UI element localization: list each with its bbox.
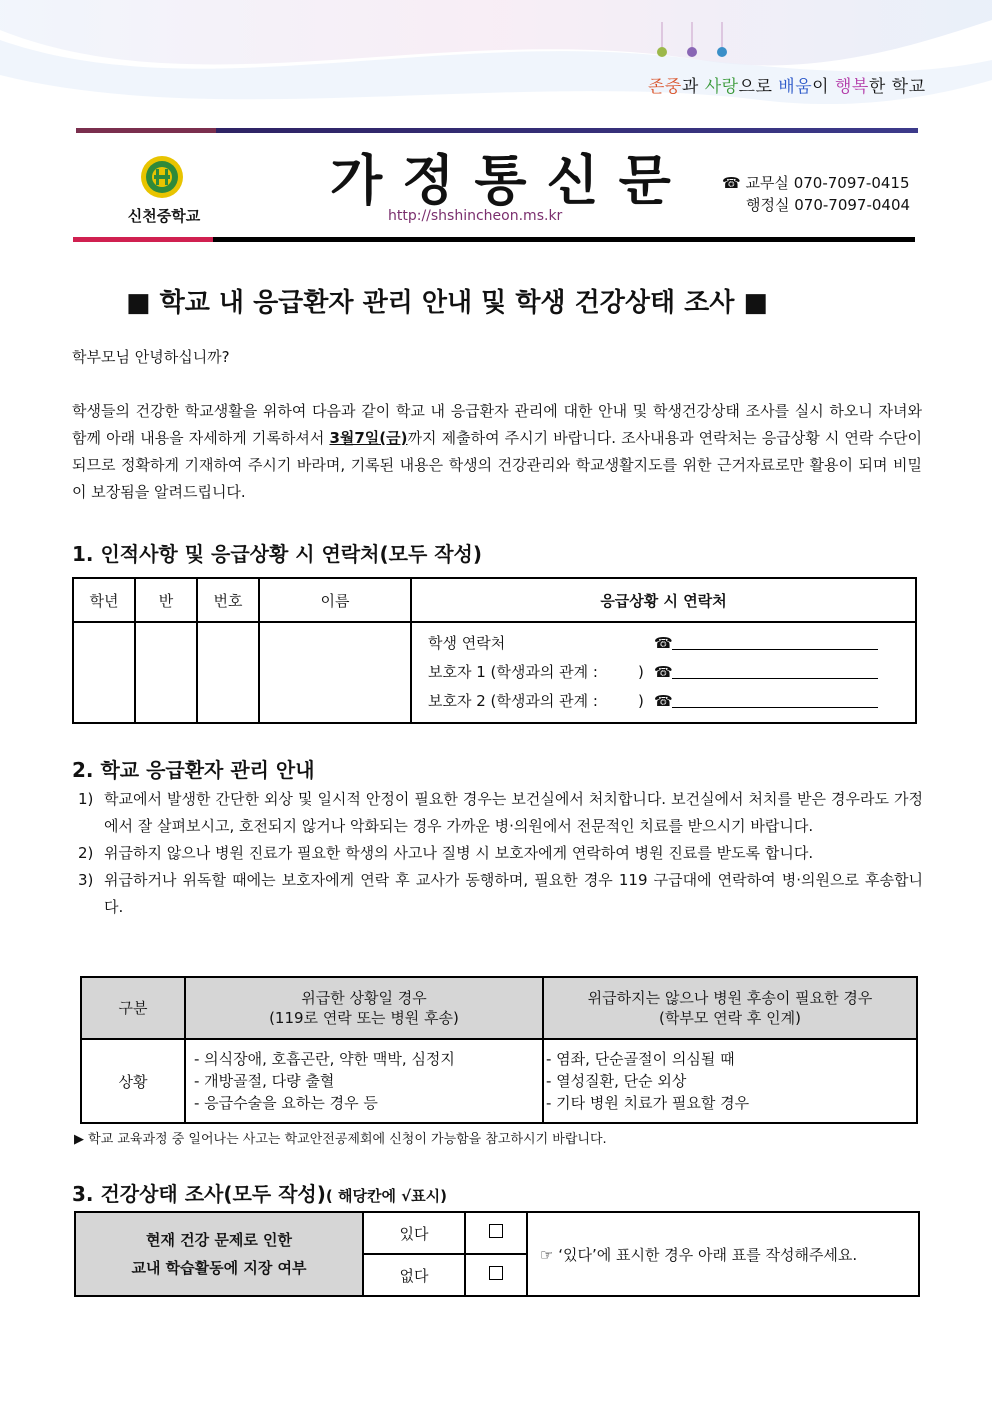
school-name: 신천중학교 (127, 207, 201, 225)
header-urgent-line2: (119로 연락 또는 병원 후송) (269, 1009, 459, 1027)
decorative-dots (650, 22, 740, 62)
survey-question-line1: 현재 건강 문제로 인한 (145, 1231, 293, 1249)
phone-input-line[interactable] (672, 649, 878, 650)
section1-title: 1. 인적사항 및 응급상황 시 연락처(모두 작성) (72, 542, 483, 566)
motto-part: 으로 (738, 77, 779, 97)
contact-paren: ) (638, 663, 644, 681)
contact-label: 학생 연락처 (428, 634, 506, 652)
document-title: ■ 학교 내 응급환자 관리 안내 및 학생 건강상태 조사 ■ (126, 288, 768, 318)
greeting: 학부모님 안녕하십니까? (72, 348, 230, 366)
list-item-text: 위급하거나 위독할 때에는 보호자에게 연락 후 교사가 동행하며, 필요한 경우 119 구급대에 연락하여 병·의원으로 후송합니다. (104, 871, 923, 916)
urgent-item: - 개방골절, 다량 출혈 (194, 1072, 335, 1090)
nonurgent-situations (543, 1039, 917, 1123)
grade-field[interactable] (73, 622, 135, 723)
section2-title: 2. 학교 응급환자 관리 안내 (72, 758, 315, 782)
section3-title-text: 3. 건강상태 조사(모두 작성) (72, 1182, 326, 1206)
contact-paren: ) (638, 692, 644, 710)
contact-phones (722, 172, 910, 216)
phone-icon: ☎ (654, 692, 673, 710)
survey-question (75, 1212, 363, 1296)
option-yes-cell (465, 1212, 527, 1254)
option-no-checkbox[interactable] (489, 1266, 503, 1280)
school-motto (648, 72, 926, 97)
header-grade: 학년 (73, 578, 135, 622)
page-title: 가정통신문 (330, 148, 691, 212)
list-item-number: 1) (78, 790, 94, 808)
urgent-situations (185, 1039, 543, 1123)
list-item (78, 840, 923, 867)
class-field[interactable] (135, 622, 197, 723)
survey-question-line2: 교내 학습활동에 지장 여부 (131, 1259, 307, 1277)
list-item (78, 867, 923, 921)
nonurgent-item: - 기타 병원 치료가 필요할 경우 (546, 1094, 750, 1112)
phone-office: ☎ 교무실 070-7097-0415 (722, 174, 910, 192)
header-swoosh-decoration (0, 0, 992, 130)
header-class: 반 (135, 578, 197, 622)
number-field[interactable] (197, 622, 259, 723)
option-no-label: 없다 (363, 1254, 465, 1296)
nonurgent-item: - 염좌, 단순골절이 의심될 때 (546, 1050, 735, 1068)
intro-text: 학생들의 건강한 학교생활을 위하여 다음과 같이 학교 내 응급환자 관리에 대한 안내 및 학생건강상태 조사를 실시 하오니 자녀와 함께 아래 내용을 자세하게 기록하셔서 (72, 402, 922, 447)
contact-row-guardian1[interactable] (428, 658, 915, 687)
name-field[interactable] (259, 622, 411, 723)
list-item-number: 2) (78, 844, 94, 862)
contact-label: 보호자 1 (학생과의 관계 : (428, 663, 598, 681)
header-category: 구분 (81, 977, 185, 1039)
contact-row-student[interactable] (428, 629, 915, 658)
section3-title (72, 1178, 447, 1207)
row-label-situation: 상황 (81, 1039, 185, 1123)
list-item-text: 학교에서 발생한 간단한 외상 및 일시적 안정이 필요한 경우는 보건실에서 처치합니다. 보건실에서 처치를 받은 경우라도 가정에서 잘 살펴보시고, 호전되지 않거나 악화되는 경우 가까운 병·의원에서 전문적인 치료를 받으시기 바랍니다. (104, 790, 923, 835)
header-nonurgent-line1: 위급하지는 않으나 병원 후송이 필요한 경우 (587, 989, 873, 1007)
school-url-link[interactable]: http://shshincheon.ms.kr (388, 208, 563, 224)
motto-part: 존중 (648, 77, 682, 97)
contact-table (72, 577, 917, 724)
option-no-cell (465, 1254, 527, 1296)
phone-icon: ☎ (654, 634, 673, 652)
contact-row-guardian2[interactable] (428, 687, 915, 716)
motto-part: 과 (681, 77, 705, 97)
motto-part: 사랑 (704, 77, 739, 97)
motto-part: 이 (812, 77, 835, 97)
motto-part: 행복 (834, 77, 869, 97)
header-top-rule (76, 128, 918, 133)
phone-input-line[interactable] (672, 707, 878, 708)
survey-remark: ☞ ‘있다’에 표시한 경우 아래 표를 작성해주세요. (527, 1212, 919, 1296)
motto-part: 한 학교 (868, 77, 926, 97)
urgent-item: - 응급수술을 요하는 경우 등 (194, 1094, 378, 1112)
emergency-situation-table (80, 976, 918, 1124)
intro-paragraph (72, 398, 922, 506)
health-survey-table (74, 1211, 920, 1297)
header-number: 번호 (197, 578, 259, 622)
header-name: 이름 (259, 578, 411, 622)
section3-title-suffix: ( 해당칸에 √표시) (325, 1187, 447, 1205)
header-emergency-contact: 응급상황 시 연락처 (411, 578, 916, 622)
guidance-list (78, 786, 923, 921)
intro-text-rest: 까지 제출하여 주시기 바랍니다. 조사내용과 연락처는 응급상황 시 연락 수단이 되므로 정확하게 기재하여 주시기 바라며, 기록된 내용은 학생의 건강관리와 학교생활지도를 위한 근거자료로만 활용이 되며 비밀이 보장됨을 알려드립니다. (72, 429, 922, 501)
option-yes-label: 있다 (363, 1212, 465, 1254)
contact-label: 보호자 2 (학생과의 관계 : (428, 692, 598, 710)
urgent-item: - 의식장애, 호흡곤란, 약한 맥박, 심정지 (194, 1050, 455, 1068)
list-item (78, 786, 923, 840)
phone-admin: 행정실 070-7097-0404 (746, 196, 911, 214)
list-item-number: 3) (78, 871, 94, 889)
emergency-contact-cell (411, 622, 916, 723)
header-urgent (185, 977, 543, 1039)
header-nonurgent-line2: (학부모 연락 후 인계) (659, 1009, 801, 1027)
deadline-date: 3월7일(금) (329, 429, 408, 447)
option-yes-checkbox[interactable] (489, 1224, 503, 1238)
header-urgent-line1: 위급한 상황일 경우 (301, 989, 427, 1007)
insurance-note: ▶ 학교 교육과정 중 일어나는 사고는 학교안전공제회에 신청이 가능함을 참고하시기 바랍니다. (74, 1132, 607, 1147)
phone-icon: ☎ (654, 663, 673, 681)
header-nonurgent (543, 977, 917, 1039)
header-bottom-rule (73, 237, 915, 242)
nonurgent-item: - 열성질환, 단순 외상 (546, 1072, 687, 1090)
motto-part: 배움 (778, 77, 813, 97)
school-logo-icon (140, 155, 184, 199)
phone-input-line[interactable] (672, 678, 878, 679)
list-item-text: 위급하지 않으나 병원 진료가 필요한 학생의 사고나 질병 시 보호자에게 연락하여 병원 진료를 받도록 합니다. (104, 844, 814, 862)
